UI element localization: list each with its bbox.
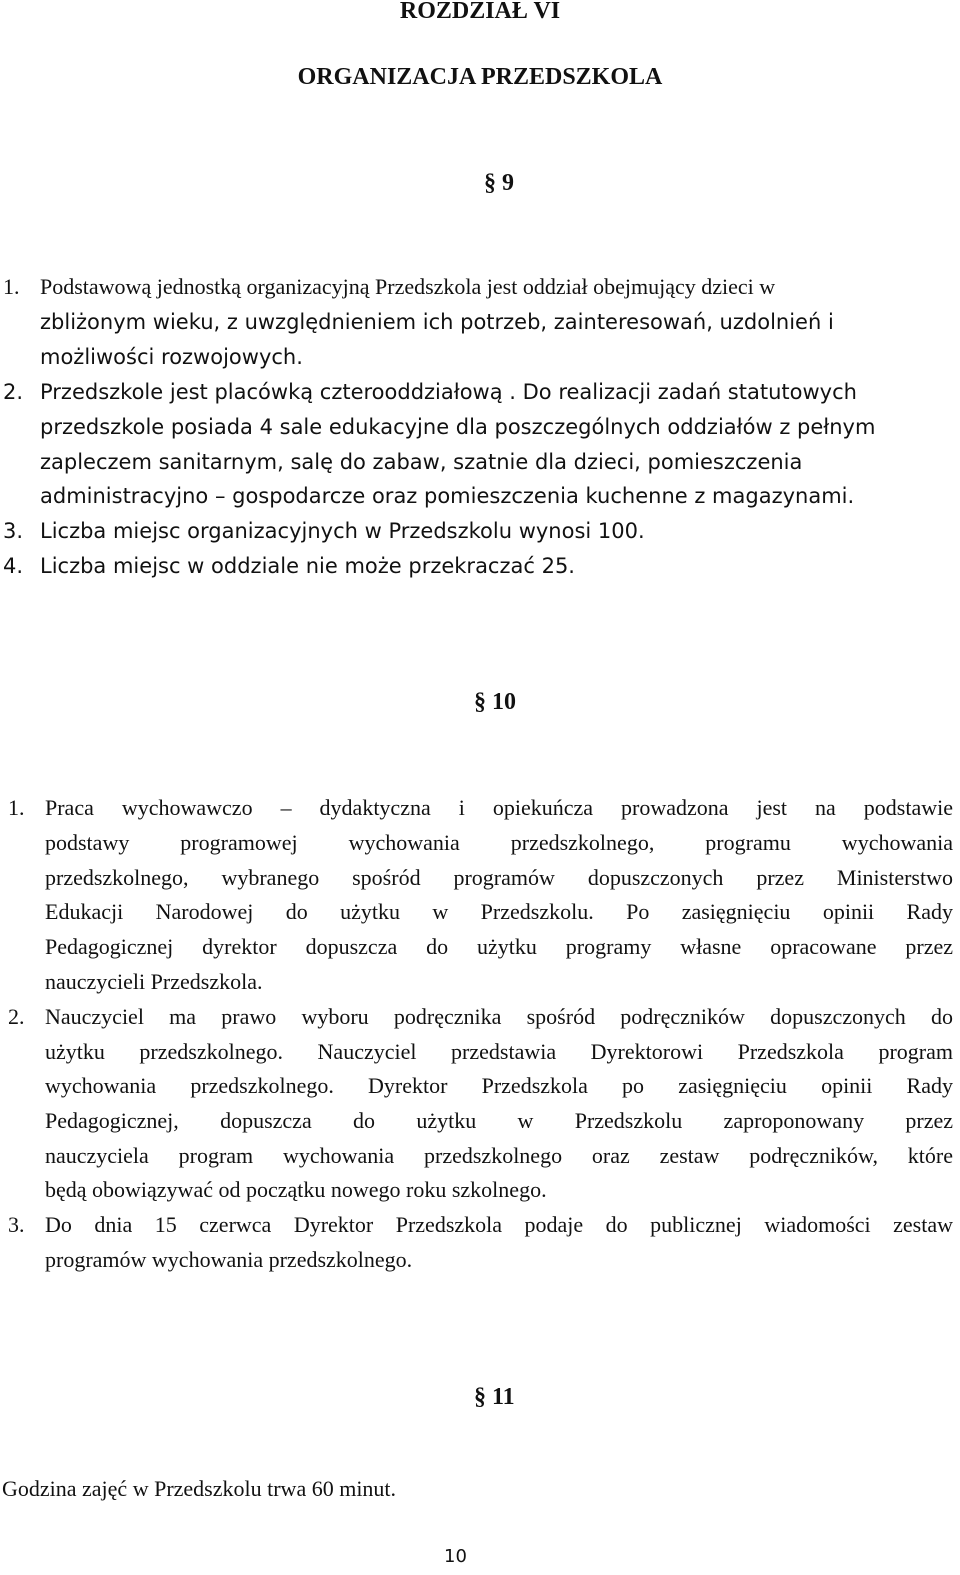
- list-item-line: przedszkolnego, wybranego spośród programów dopuszczonych przez Ministerstwo: [45, 865, 953, 890]
- list-item-line: podstawy programowej wychowania przedszkolnego, programu wychowania: [45, 830, 953, 855]
- list-item-line: Nauczyciel ma prawo wyboru podręcznika spośród podręczników dopuszczonych do: [45, 1004, 953, 1029]
- list-item-line: nauczycieli Przedszkola.: [45, 969, 263, 994]
- chapter-title: ROZDZIAŁ VI: [399, 0, 561, 24]
- list-item-number: 1.: [3, 274, 20, 299]
- list-item-line: wychowania przedszkolnego. Dyrektor Przedszkola po zasięgnięciu opinii Rady: [45, 1073, 953, 1098]
- page-number: 10: [444, 1546, 467, 1567]
- list-item-line: użytku przedszkolnego. Nauczyciel przedstawia Dyrektorowi Przedszkola program: [45, 1039, 953, 1064]
- list-item-line: nauczyciela program wychowania przedszkolnego oraz zestaw podręczników, które: [45, 1143, 953, 1168]
- list-item-line: Liczba miejsc w oddziale nie może przekraczać 25.: [40, 554, 575, 578]
- list-item-line: zapleczem sanitarnym, salę do zabaw, szatnie dla dzieci, pomieszczenia: [40, 450, 803, 474]
- list-item-line: przedszkole posiada 4 sale edukacyjne dla poszczególnych oddziałów z pełnym: [40, 415, 876, 439]
- list-item-line: Przedszkole jest placówką czterooddziałową . Do realizacji zadań statutowych: [40, 380, 857, 404]
- list-item-number: 1.: [8, 795, 25, 820]
- list-item-line: Liczba miejsc organizacyjnych w Przedszkolu wynosi 100.: [40, 519, 645, 543]
- list-item-number: 3.: [3, 519, 24, 543]
- list-item-line: zbliżonym wieku, z uwzględnieniem ich potrzeb, zainteresowań, uzdolnień i: [40, 310, 834, 334]
- list-item-line: Podstawową jednostką organizacyjną Przedszkola jest oddział obejmujący dzieci w: [40, 274, 776, 299]
- list-item-number: 3.: [8, 1212, 25, 1237]
- list-item-line: Praca wychowawczo – dydaktyczna i opiekuńcza prowadzona jest na podstawie: [45, 795, 953, 820]
- list-item-line: możliwości rozwojowych.: [40, 345, 303, 369]
- list-item-number: 2.: [8, 1004, 25, 1029]
- list-item-line: administracyjno – gospodarcze oraz pomieszczenia kuchenne z magazynami.: [40, 484, 855, 508]
- section-heading-11: § 11: [474, 1384, 515, 1410]
- list-item-line: programów wychowania przedszkolnego.: [45, 1247, 413, 1272]
- section-heading-10: § 10: [474, 689, 516, 715]
- list-item-line: będą obowiązywać od początku nowego roku szkolnego.: [45, 1177, 547, 1202]
- section-11-text: Godzina zajęć w Przedszkolu trwa 60 minut.: [2, 1476, 397, 1501]
- list-item-line: Pedagogicznej dyrektor dopuszcza do użytku programy własne opracowane przez: [45, 934, 953, 959]
- list-item-number: 2.: [3, 380, 24, 404]
- list-item-number: 4.: [3, 554, 24, 578]
- list-item-line: Do dnia 15 czerwca Dyrektor Przedszkola podaje do publicznej wiadomości zestaw: [45, 1212, 953, 1237]
- section-heading-9: § 9: [484, 170, 514, 196]
- chapter-subtitle: ORGANIZACJA PRZEDSZKOLA: [297, 64, 663, 90]
- list-item-line: Pedagogicznej, dopuszcza do użytku w Przedszkolu zaproponowany przez: [45, 1108, 953, 1133]
- list-item-line: Edukacji Narodowej do użytku w Przedszkolu. Po zasięgnięciu opinii Rady: [45, 899, 953, 924]
